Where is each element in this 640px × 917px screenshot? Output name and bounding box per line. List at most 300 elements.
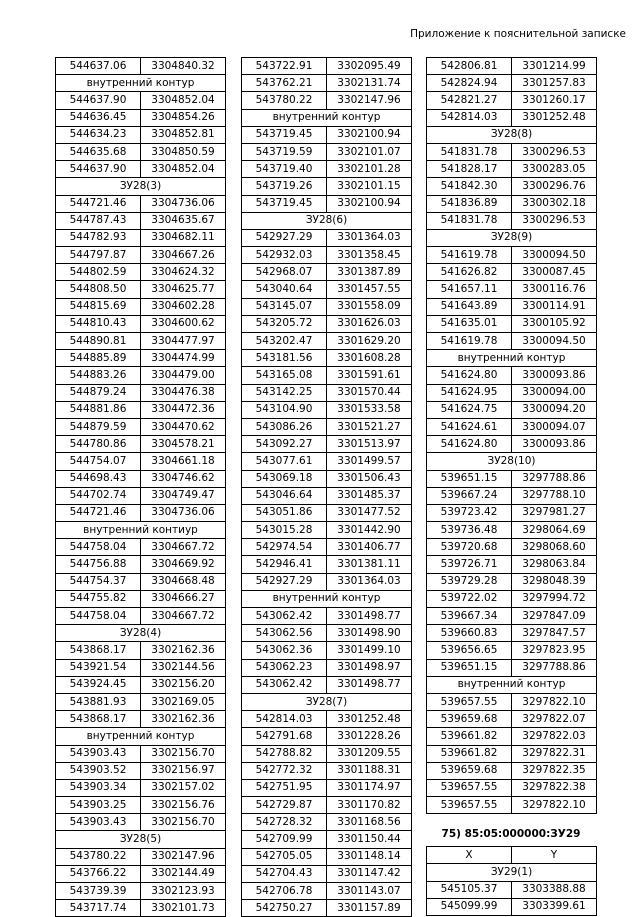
- table-row: [427, 109, 597, 126]
- group-header-row: [56, 75, 226, 92]
- y-coordinate-cell: 3301168.56: [327, 814, 412, 831]
- x-coordinate-cell: 544780.86: [56, 436, 141, 453]
- table-row: [242, 556, 412, 573]
- section-title: 75) 85:05:000000:ЗУ29: [441, 828, 581, 841]
- y-coordinate-cell: 3301147.42: [327, 865, 412, 882]
- y-coordinate-cell: 3300094.07: [512, 418, 597, 435]
- y-coordinate-cell: 3304840.32: [141, 58, 226, 75]
- table-row: [56, 126, 226, 143]
- y-coordinate-cell: 3301406.77: [327, 539, 412, 556]
- x-coordinate-cell: 543903.52: [56, 762, 141, 779]
- group-label-cell: ЗУ28(8): [427, 126, 597, 143]
- y-coordinate-cell: 3302144.49: [141, 865, 226, 882]
- x-coordinate-cell: 543739.39: [56, 883, 141, 900]
- x-coordinate-cell: 542750.27: [242, 900, 327, 917]
- y-coordinate-cell: 3301257.83: [512, 75, 597, 92]
- table-row: [242, 161, 412, 178]
- table-row: [242, 659, 412, 676]
- x-coordinate-cell: 541624.61: [427, 418, 512, 435]
- y-coordinate-cell: 3301150.44: [327, 831, 412, 848]
- group-header-row: [56, 728, 226, 745]
- table-row: [56, 350, 226, 367]
- table-row: [56, 865, 226, 882]
- table-row: [242, 92, 412, 109]
- table-row: [56, 693, 226, 710]
- x-coordinate-cell: 539667.34: [427, 608, 512, 625]
- y-coordinate-cell: 3301457.55: [327, 281, 412, 298]
- x-coordinate-cell: 543780.22: [56, 848, 141, 865]
- x-coordinate-cell: 543717.74: [56, 900, 141, 917]
- table-row: [427, 161, 597, 178]
- y-coordinate-cell: 3297994.72: [512, 590, 597, 607]
- y-coordinate-cell: 3301499.57: [327, 453, 412, 470]
- table-row: [242, 315, 412, 332]
- x-coordinate-cell: 543719.26: [242, 178, 327, 195]
- x-coordinate-cell: 543062.36: [242, 642, 327, 659]
- table-row: [56, 143, 226, 160]
- table-row: [56, 900, 226, 917]
- table-row: [427, 728, 597, 745]
- table-row: [427, 418, 597, 435]
- x-coordinate-cell: 544636.45: [56, 109, 141, 126]
- group-header-row: [242, 212, 412, 229]
- y-coordinate-cell: 3301358.45: [327, 247, 412, 264]
- table-row: [242, 522, 412, 539]
- x-coordinate-cell: 544802.59: [56, 264, 141, 281]
- x-coordinate-cell: 543762.21: [242, 75, 327, 92]
- group-label-cell: ЗУ28(5): [56, 831, 226, 848]
- x-coordinate-cell: 543202.47: [242, 333, 327, 350]
- y-coordinate-cell: 3304749.47: [141, 487, 226, 504]
- y-coordinate-cell: 3301381.11: [327, 556, 412, 573]
- x-coordinate-cell: 543069.18: [242, 470, 327, 487]
- y-coordinate-cell: 3301387.89: [327, 264, 412, 281]
- table-row: [56, 711, 226, 728]
- y-coordinate-cell: 3304476.38: [141, 384, 226, 401]
- y-coordinate-cell: 3301570.44: [327, 384, 412, 401]
- x-coordinate-cell: 542946.41: [242, 556, 327, 573]
- x-coordinate-cell: 539726.71: [427, 556, 512, 573]
- y-coordinate-cell: 3300283.05: [512, 161, 597, 178]
- table-row: [242, 247, 412, 264]
- x-coordinate-cell: 544787.43: [56, 212, 141, 229]
- group-label-cell: внутренний контур: [427, 350, 597, 367]
- group-label-cell: внутренний контур: [56, 728, 226, 745]
- x-coordinate-cell: 544810.43: [56, 315, 141, 332]
- y-coordinate-cell: 3303388.88: [512, 881, 597, 898]
- table-row: [242, 573, 412, 590]
- x-coordinate-cell: 543205.72: [242, 315, 327, 332]
- x-coordinate-cell: 543062.42: [242, 608, 327, 625]
- y-coordinate-cell: 3298048.39: [512, 573, 597, 590]
- y-coordinate-cell: 3302101.07: [327, 143, 412, 160]
- table-row: [427, 608, 597, 625]
- x-coordinate-cell: 542968.07: [242, 264, 327, 281]
- x-coordinate-cell: 542709.99: [242, 831, 327, 848]
- x-coordinate-cell: 541643.89: [427, 298, 512, 315]
- y-coordinate-cell: 3298064.69: [512, 522, 597, 539]
- table-row: [56, 401, 226, 418]
- y-coordinate-cell: 3302156.70: [141, 745, 226, 762]
- y-coordinate-cell: 3300094.50: [512, 333, 597, 350]
- table-row: [427, 58, 597, 75]
- y-coordinate-cell: 3301506.43: [327, 470, 412, 487]
- y-coordinate-cell: 3304669.92: [141, 556, 226, 573]
- y-coordinate-cell: 3301143.07: [327, 883, 412, 900]
- table-row: [427, 436, 597, 453]
- y-coordinate-cell: 3304624.32: [141, 264, 226, 281]
- y-coordinate-cell: 3298068.60: [512, 539, 597, 556]
- x-coordinate-cell: 541619.78: [427, 333, 512, 350]
- y-coordinate-cell: 3301174.97: [327, 779, 412, 796]
- x-coordinate-cell: 541831.78: [427, 143, 512, 160]
- x-coordinate-cell: 544754.37: [56, 573, 141, 590]
- table-row: [56, 384, 226, 401]
- table-row: [56, 247, 226, 264]
- y-coordinate-cell: 3302147.96: [327, 92, 412, 109]
- table-row: [56, 212, 226, 229]
- x-coordinate-cell: 539667.24: [427, 487, 512, 504]
- table-row: [242, 333, 412, 350]
- y-coordinate-cell: 3297822.10: [512, 693, 597, 710]
- x-coordinate-cell: 544637.90: [56, 161, 141, 178]
- table-row: [56, 298, 226, 315]
- table-row: [56, 659, 226, 676]
- table-row: [242, 831, 412, 848]
- y-coordinate-cell: 3302144.56: [141, 659, 226, 676]
- table-row: [56, 762, 226, 779]
- group-label-cell: ЗУ28(10): [427, 453, 597, 470]
- x-coordinate-cell: 545099.99: [427, 898, 512, 915]
- y-coordinate-cell: 3300093.86: [512, 367, 597, 384]
- y-coordinate-cell: 3297822.10: [512, 797, 597, 814]
- y-coordinate-cell: 3301477.52: [327, 504, 412, 521]
- y-coordinate-cell: 3301626.03: [327, 315, 412, 332]
- group-header-row: [427, 350, 597, 367]
- y-coordinate-cell: 3300094.50: [512, 247, 597, 264]
- x-coordinate-cell: 541836.89: [427, 195, 512, 212]
- x-coordinate-cell: 544698.43: [56, 470, 141, 487]
- table-row: [56, 315, 226, 332]
- table-row: [242, 195, 412, 212]
- x-coordinate-cell: 542788.82: [242, 745, 327, 762]
- x-coordinate-cell: 539656.65: [427, 642, 512, 659]
- table-row: [242, 350, 412, 367]
- table-row: [427, 881, 597, 898]
- y-coordinate-cell: 3301148.14: [327, 848, 412, 865]
- y-coordinate-cell: 3300087.45: [512, 264, 597, 281]
- table-row: [427, 522, 597, 539]
- table-row: [427, 195, 597, 212]
- table-row: [56, 590, 226, 607]
- x-coordinate-cell: 542729.87: [242, 797, 327, 814]
- y-coordinate-cell: 3301214.99: [512, 58, 597, 75]
- y-coordinate-cell: 3301364.03: [327, 573, 412, 590]
- y-coordinate-cell: 3302123.93: [141, 883, 226, 900]
- table-row: [242, 229, 412, 246]
- x-coordinate-cell: 544637.90: [56, 92, 141, 109]
- y-coordinate-cell: Y: [512, 847, 597, 864]
- x-coordinate-cell: 543719.45: [242, 126, 327, 143]
- y-coordinate-cell: 3301252.48: [327, 711, 412, 728]
- x-coordinate-cell: 541842.30: [427, 178, 512, 195]
- y-coordinate-cell: 3302156.70: [141, 814, 226, 831]
- table-row: [242, 539, 412, 556]
- y-coordinate-cell: 3302131.74: [327, 75, 412, 92]
- table-row: [56, 883, 226, 900]
- x-coordinate-cell: 544782.93: [56, 229, 141, 246]
- x-coordinate-cell: 543780.22: [242, 92, 327, 109]
- x-coordinate-cell: 541624.95: [427, 384, 512, 401]
- y-coordinate-cell: 3297981.27: [512, 504, 597, 521]
- y-coordinate-cell: 3301629.20: [327, 333, 412, 350]
- x-coordinate-cell: 544879.59: [56, 418, 141, 435]
- x-coordinate-cell: 541657.11: [427, 281, 512, 298]
- y-coordinate-cell: 3304635.67: [141, 212, 226, 229]
- x-coordinate-cell: 543145.07: [242, 298, 327, 315]
- table-row: [242, 676, 412, 693]
- y-coordinate-cell: 3297788.86: [512, 470, 597, 487]
- x-coordinate-cell: 539720.68: [427, 539, 512, 556]
- table-row: [427, 693, 597, 710]
- table-row: [56, 436, 226, 453]
- table-row: [242, 58, 412, 75]
- y-coordinate-cell: 3301209.55: [327, 745, 412, 762]
- x-coordinate-cell: 543924.45: [56, 676, 141, 693]
- table-row: [56, 109, 226, 126]
- table-row: [242, 436, 412, 453]
- y-coordinate-cell: 3297822.03: [512, 728, 597, 745]
- table-row: [242, 143, 412, 160]
- x-coordinate-cell: 543903.43: [56, 814, 141, 831]
- table-row: [56, 58, 226, 75]
- table-row: [242, 418, 412, 435]
- y-coordinate-cell: 3304736.06: [141, 195, 226, 212]
- table-row: [427, 539, 597, 556]
- x-coordinate-cell: 543142.25: [242, 384, 327, 401]
- x-coordinate-cell: 539657.55: [427, 797, 512, 814]
- group-label-cell: внутренний контиур: [56, 522, 226, 539]
- x-coordinate-cell: 543015.28: [242, 522, 327, 539]
- group-header-row: [242, 590, 412, 607]
- table-row: [427, 143, 597, 160]
- y-coordinate-cell: 3301498.77: [327, 676, 412, 693]
- table-row: [56, 367, 226, 384]
- x-coordinate-cell: 543077.61: [242, 453, 327, 470]
- table-row: [242, 487, 412, 504]
- group-label-cell: внутренний контур: [242, 109, 412, 126]
- x-coordinate-cell: 544881.86: [56, 401, 141, 418]
- x-coordinate-cell: 541831.78: [427, 212, 512, 229]
- y-coordinate-cell: 3297847.09: [512, 608, 597, 625]
- y-coordinate-cell: 3300296.53: [512, 143, 597, 160]
- x-coordinate-cell: 544634.23: [56, 126, 141, 143]
- y-coordinate-cell: 3300094.00: [512, 384, 597, 401]
- table-row: [56, 333, 226, 350]
- x-coordinate-cell: 539723.42: [427, 504, 512, 521]
- table-row: [427, 367, 597, 384]
- y-coordinate-cell: 3302162.36: [141, 642, 226, 659]
- y-coordinate-cell: 3302169.05: [141, 693, 226, 710]
- x-coordinate-cell: 544885.89: [56, 350, 141, 367]
- x-coordinate-cell: 541624.80: [427, 436, 512, 453]
- x-coordinate-cell: 542704.43: [242, 865, 327, 882]
- y-coordinate-cell: 3304470.62: [141, 418, 226, 435]
- x-coordinate-cell: 542791.68: [242, 728, 327, 745]
- y-coordinate-cell: 3301498.90: [327, 625, 412, 642]
- x-coordinate-cell: 543062.42: [242, 676, 327, 693]
- y-coordinate-cell: 3302162.36: [141, 711, 226, 728]
- y-coordinate-cell: 3302100.94: [327, 195, 412, 212]
- y-coordinate-cell: 3301513.97: [327, 436, 412, 453]
- table-row: [427, 556, 597, 573]
- coordinates-table: [55, 57, 226, 917]
- y-coordinate-cell: 3300105.92: [512, 315, 597, 332]
- table-row: [242, 745, 412, 762]
- table-row: [427, 625, 597, 642]
- y-coordinate-cell: 3304667.26: [141, 247, 226, 264]
- table-row: [427, 762, 597, 779]
- y-coordinate-cell: 3301498.97: [327, 659, 412, 676]
- x-coordinate-cell: 544754.07: [56, 453, 141, 470]
- table-row: [242, 608, 412, 625]
- y-coordinate-cell: 3297822.31: [512, 745, 597, 762]
- coordinates-column-3: [426, 57, 597, 916]
- y-coordinate-cell: 3302101.15: [327, 178, 412, 195]
- table-row: [56, 539, 226, 556]
- y-coordinate-cell: 3297823.95: [512, 642, 597, 659]
- y-coordinate-cell: 3302157.02: [141, 779, 226, 796]
- x-coordinate-cell: 544756.88: [56, 556, 141, 573]
- group-header-row: [427, 453, 597, 470]
- x-coordinate-cell: 544721.46: [56, 195, 141, 212]
- x-coordinate-cell: 541635.01: [427, 315, 512, 332]
- table-row: [242, 75, 412, 92]
- table-row: [427, 247, 597, 264]
- table-row: [56, 556, 226, 573]
- table-row: [427, 212, 597, 229]
- y-coordinate-cell: 3300302.18: [512, 195, 597, 212]
- x-coordinate-cell: X: [427, 847, 512, 864]
- table-row: [242, 367, 412, 384]
- group-label-cell: ЗУ29(1): [427, 864, 597, 881]
- table-row: [427, 573, 597, 590]
- x-coordinate-cell: 544758.04: [56, 608, 141, 625]
- group-label-cell: ЗУ28(9): [427, 229, 597, 246]
- table-row: [427, 797, 597, 814]
- group-label-cell: ЗУ28(4): [56, 625, 226, 642]
- page-header: Приложение к пояснительной записке: [410, 28, 626, 40]
- table-row: [56, 676, 226, 693]
- y-coordinate-cell: 3301252.48: [512, 109, 597, 126]
- x-coordinate-cell: 543903.25: [56, 797, 141, 814]
- coordinates-column-2: [241, 57, 412, 917]
- table-row: [56, 797, 226, 814]
- x-coordinate-cell: 544702.74: [56, 487, 141, 504]
- table-row: [242, 504, 412, 521]
- x-coordinate-cell: 544879.24: [56, 384, 141, 401]
- x-coordinate-cell: 539660.83: [427, 625, 512, 642]
- y-coordinate-cell: 3297822.35: [512, 762, 597, 779]
- x-coordinate-cell: 543719.45: [242, 195, 327, 212]
- x-coordinate-cell: 542974.54: [242, 539, 327, 556]
- table-row: [427, 779, 597, 796]
- y-coordinate-cell: 3301170.82: [327, 797, 412, 814]
- table-row: [427, 745, 597, 762]
- table-row: [242, 883, 412, 900]
- group-header-row: [427, 864, 597, 881]
- x-coordinate-cell: 544721.46: [56, 504, 141, 521]
- x-coordinate-cell: 544758.04: [56, 539, 141, 556]
- table-row: [427, 504, 597, 521]
- table-row: [427, 298, 597, 315]
- group-label-cell: ЗУ28(7): [242, 693, 412, 710]
- y-coordinate-cell: 3304477.97: [141, 333, 226, 350]
- table-row: [427, 847, 597, 864]
- y-coordinate-cell: 3302101.28: [327, 161, 412, 178]
- y-coordinate-cell: 3301608.28: [327, 350, 412, 367]
- table-row: [242, 814, 412, 831]
- coordinates-column-1: [55, 57, 226, 917]
- table-row: [242, 728, 412, 745]
- group-label-cell: внутренний контур: [242, 590, 412, 607]
- x-coordinate-cell: 542814.03: [427, 109, 512, 126]
- table-row: [427, 315, 597, 332]
- x-coordinate-cell: 539651.15: [427, 470, 512, 487]
- table-row: [242, 453, 412, 470]
- table-row: [242, 178, 412, 195]
- y-coordinate-cell: 3303399.61: [512, 898, 597, 915]
- table-row: [56, 848, 226, 865]
- table-row: [427, 401, 597, 418]
- x-coordinate-cell: 543921.54: [56, 659, 141, 676]
- x-coordinate-cell: 544890.81: [56, 333, 141, 350]
- y-coordinate-cell: 3301260.17: [512, 92, 597, 109]
- table-row: [427, 178, 597, 195]
- x-coordinate-cell: 543881.93: [56, 693, 141, 710]
- x-coordinate-cell: 543181.56: [242, 350, 327, 367]
- table-row: [242, 470, 412, 487]
- y-coordinate-cell: 3301188.31: [327, 762, 412, 779]
- table-row: [427, 75, 597, 92]
- table-row: [242, 625, 412, 642]
- y-coordinate-cell: 3304736.06: [141, 504, 226, 521]
- table-row: [56, 195, 226, 212]
- x-coordinate-cell: 543062.56: [242, 625, 327, 642]
- table-row: [56, 281, 226, 298]
- table-row: [56, 487, 226, 504]
- x-coordinate-cell: 543903.43: [56, 745, 141, 762]
- y-coordinate-cell: 3298063.84: [512, 556, 597, 573]
- y-coordinate-cell: 3304668.48: [141, 573, 226, 590]
- x-coordinate-cell: 542927.29: [242, 229, 327, 246]
- x-coordinate-cell: 543719.40: [242, 161, 327, 178]
- y-coordinate-cell: 3304625.77: [141, 281, 226, 298]
- y-coordinate-cell: 3301485.37: [327, 487, 412, 504]
- table-row: [427, 642, 597, 659]
- table-row: [56, 642, 226, 659]
- x-coordinate-cell: 539729.28: [427, 573, 512, 590]
- y-coordinate-cell: 3301498.77: [327, 608, 412, 625]
- table-row: [242, 779, 412, 796]
- y-coordinate-cell: 3302101.73: [141, 900, 226, 917]
- x-coordinate-cell: 544755.82: [56, 590, 141, 607]
- x-coordinate-cell: 544635.68: [56, 143, 141, 160]
- x-coordinate-cell: 543722.91: [242, 58, 327, 75]
- table-row: [56, 418, 226, 435]
- table-row: [242, 865, 412, 882]
- group-header-row: [242, 693, 412, 710]
